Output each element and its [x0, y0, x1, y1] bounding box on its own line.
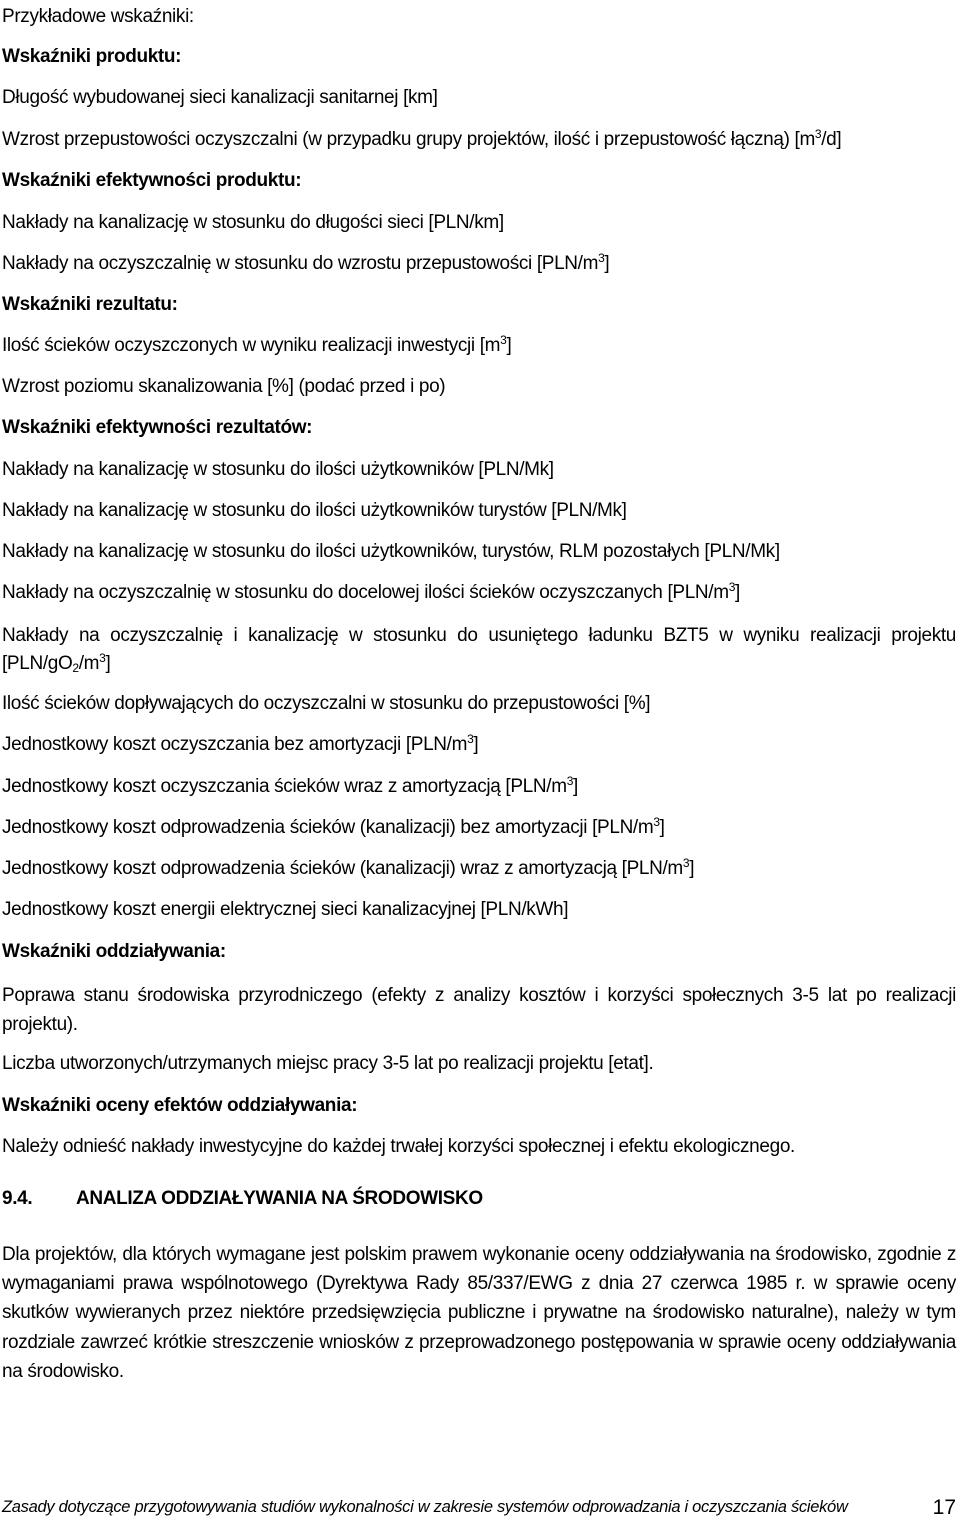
indicator-item: Należy odnieść nakłady inwestycyjne do każdej trwałej korzyści społecznej i efektu ekologicznego.	[2, 1136, 795, 1157]
indicator-item: Ilość ścieków dopływających do oczyszczalni w stosunku do przepustowości [%]	[2, 693, 651, 714]
indicator-item: Jednostkowy koszt energii elektrycznej sieci kanalizacyjnej [PLN/kWh]	[2, 899, 569, 920]
indicator-item: Nakłady na kanalizację w stosunku do ilości użytkowników, turystów, RLM pozostałych [PLN/Mk]	[2, 541, 780, 562]
section-number: 9.4.	[2, 1188, 33, 1209]
heading-product-indicators: Wskaźniki produktu:	[2, 46, 182, 67]
indicator-item: Poprawa stanu środowiska przyrodniczego (efekty z analizy kosztów i korzyści społecznych 3-5 lat po realizacji projektu).	[2, 985, 956, 1035]
section-heading	[2, 1187, 956, 1211]
indicator-item: Jednostkowy koszt oczyszczania ścieków wraz z amortyzacją $[PLN/m^3]$	[2, 774, 578, 797]
indicator-item: Wzrost poziomu skanalizowania [%] (podać przed i po)	[2, 376, 446, 397]
heading-impact-assessment: Wskaźniki oceny efektów oddziaływania:	[2, 1095, 358, 1116]
indicators-intro: Przykładowe wskaźniki:	[2, 6, 194, 27]
indicator-item: Ilość ścieków oczyszczonych w wyniku realizacji inwestycji $[m^3]$	[2, 333, 512, 356]
indicator-item: Nakłady na kanalizację w stosunku do długości sieci [PLN/km]	[2, 212, 504, 233]
indicator-item: Jednostkowy koszt odprowadzenia ścieków (kanalizacji) wraz z amortyzacją $[PLN/m^3]$	[2, 856, 695, 879]
heading-result-efficiency: Wskaźniki efektywności rezultatów:	[2, 417, 313, 438]
indicator-item: Nakłady na oczyszczalnię w stosunku do docelowej ilości ścieków oczyszczanych $[PLN/m^3]$	[2, 580, 740, 603]
page-number: 17	[932, 1496, 956, 1519]
indicator-item: Nakłady na kanalizację w stosunku do ilości użytkowników turystów [PLN/Mk]	[2, 500, 627, 521]
indicator-item: Nakłady na kanalizację w stosunku do ilości użytkowników [PLN/Mk]	[2, 459, 554, 480]
indicator-item: Długość wybudowanej sieci kanalizacji sanitarnej [km]	[2, 87, 438, 108]
indicator-item: Wzrost przepustowości oczyszczalni (w przypadku grupy projektów, ilość i przepustowość łączną) $[m^3/d]$	[2, 127, 842, 150]
heading-result-indicators: Wskaźniki rezultatu:	[2, 294, 178, 315]
section-paragraph: Dla projektów, dla których wymagane jest polskim prawem wykonanie oceny oddziaływania na środowisko, zgodnie z wymaganiami prawa wspólnotowego (Dyrektywa Rady 85/337/EWG z dnia 27 czerwca 1985 r. w sprawie oceny skutków wywieranych przez niektóre przedsięwzięcia publiczne i prywatne na środowisko naturalne), należy w tym rozdziale zawrzeć krótkie streszczenie wniosków z przeprowadzonego postępowania w sprawie oceny oddziaływania na środowisko.	[2, 1244, 956, 1382]
heading-product-efficiency: Wskaźniki efektywności produktu:	[2, 170, 302, 191]
footer-text: Zasady dotyczące przygotowywania studiów wykonalności w zakresie systemów odprowadzania i oczyszczania ścieków	[2, 1498, 848, 1516]
indicator-item: Nakłady na oczyszczalnię i kanalizację w stosunku do usuniętego ładunku BZT5 w wyniku realizacji projektu $[PLN/gO_2/m^3]$	[2, 625, 956, 675]
heading-impact-indicators: Wskaźniki oddziaływania:	[2, 941, 226, 962]
section-title: ANALIZA ODDZIAŁYWANIA NA ŚRODOWISKO	[76, 1188, 483, 1209]
indicator-item: Jednostkowy koszt odprowadzenia ścieków (kanalizacji) bez amortyzacji $[PLN/m^3]$	[2, 815, 665, 838]
indicator-item: Liczba utworzonych/utrzymanych miejsc pracy 3-5 lat po realizacji projektu [etat].	[2, 1053, 654, 1074]
indicator-item: Nakłady na oczyszczalnię w stosunku do wzrostu przepustowości $[PLN/m^3]$	[2, 251, 610, 274]
indicator-item: Jednostkowy koszt oczyszczania bez amortyzacji $[PLN/m^3]$	[2, 732, 479, 755]
